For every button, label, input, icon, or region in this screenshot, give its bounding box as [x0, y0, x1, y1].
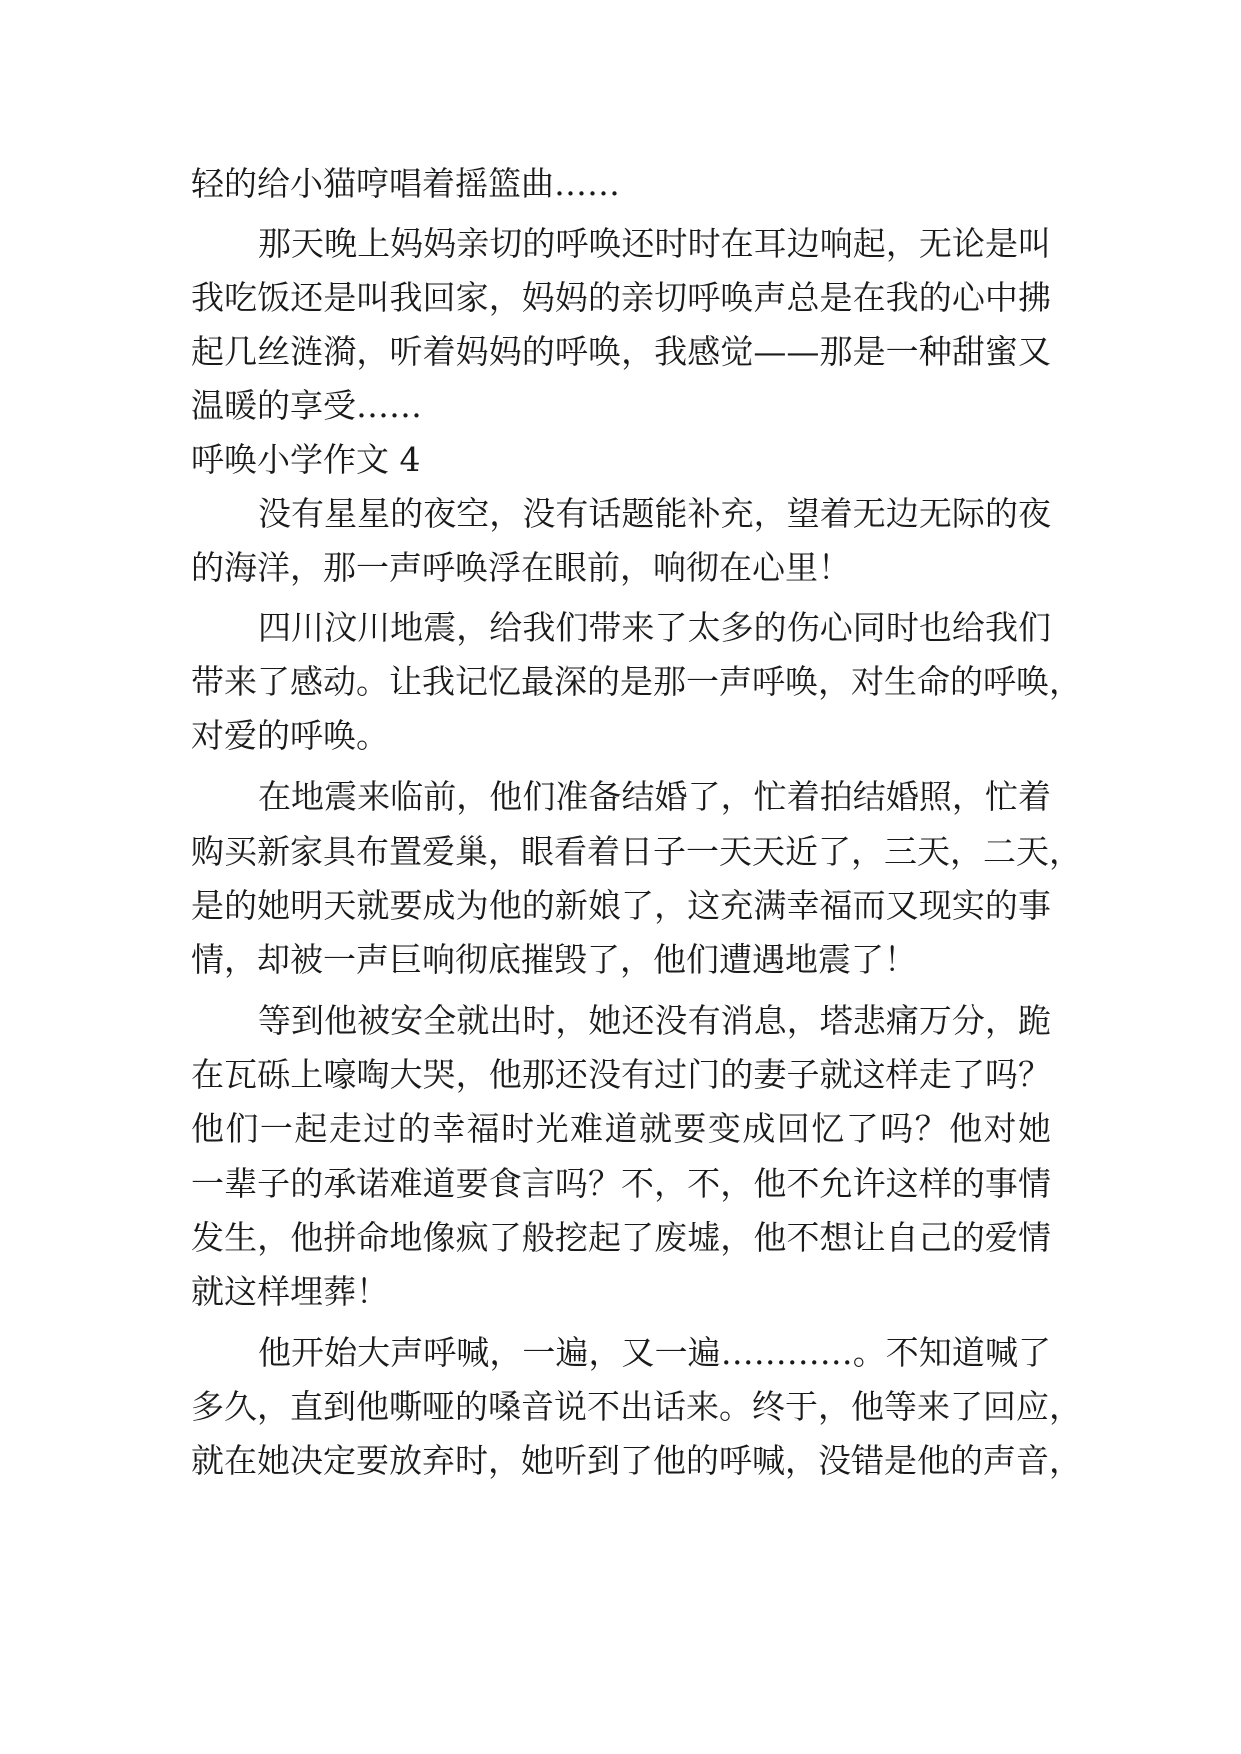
paragraph-first-line: 在地震来临前，他们准备结婚了，忙着拍结婚照，忙着 — [258, 777, 1051, 816]
text-line: 多久，直到他嘶哑的嗓音说不出话来。终于，他等来了回应， — [191, 1387, 1082, 1426]
text-line: 温暖的享受…… — [191, 386, 422, 425]
text-line: 的海洋，那一声呼唤浮在眼前，响彻在心里！ — [191, 548, 851, 587]
text-line: 对爱的呼唤。 — [191, 716, 389, 755]
text-line: 他们一起走过的幸福时光难道就要变成回忆了吗？他对她 — [191, 1109, 1051, 1148]
text-line: 我吃饭还是叫我回家，妈妈的亲切呼唤声总是在我的心中拂 — [191, 278, 1051, 317]
paragraph-first-line: 四川汶川地震，给我们带来了太多的伤心同时也给我们 — [258, 608, 1051, 647]
text-line: 轻的给小猫哼唱着摇篮曲…… — [191, 164, 620, 203]
text-line: 是的她明天就要成为他的新娘了，这充满幸福而又现实的事 — [191, 886, 1051, 925]
text-line: 就在她决定要放弃时，她听到了他的呼喊，没错是他的声音， — [191, 1441, 1082, 1480]
section-heading: 呼唤小学作文 4 — [191, 440, 421, 479]
text-line: 就这样埋葬！ — [191, 1272, 389, 1311]
text-line: 带来了感动。让我记忆最深的是那一声呼唤，对生命的呼唤， — [191, 662, 1082, 701]
text-line: 起几丝涟漪，听着妈妈的呼唤，我感觉——那是一种甜蜜又 — [191, 332, 1051, 371]
paragraph-first-line: 他开始大声呼喊，一遍，又一遍…………。不知道喊了 — [258, 1333, 1051, 1372]
text-line: 在瓦砾上嚎啕大哭，他那还没有过门的妻子就这样走了吗？ — [191, 1055, 1051, 1094]
text-line: 情，却被一声巨响彻底摧毁了，他们遭遇地震了！ — [191, 940, 917, 979]
text-line: 购买新家具布置爱巢，眼看着日子一天天近了，三天，二天， — [191, 832, 1082, 871]
paragraph-first-line: 那天晚上妈妈亲切的呼唤还时时在耳边响起，无论是叫 — [258, 224, 1051, 263]
paragraph-first-line: 没有星星的夜空，没有话题能补充，望着无边无际的夜 — [258, 494, 1051, 533]
text-line: 发生，他拼命地像疯了般挖起了废墟，他不想让自己的爱情 — [191, 1218, 1051, 1257]
paragraph-first-line: 等到他被安全就出时，她还没有消息，塔悲痛万分，跪 — [258, 1001, 1051, 1040]
text-line: 一辈子的承诺难道要食言吗？不，不，他不允许这样的事情 — [191, 1164, 1051, 1203]
